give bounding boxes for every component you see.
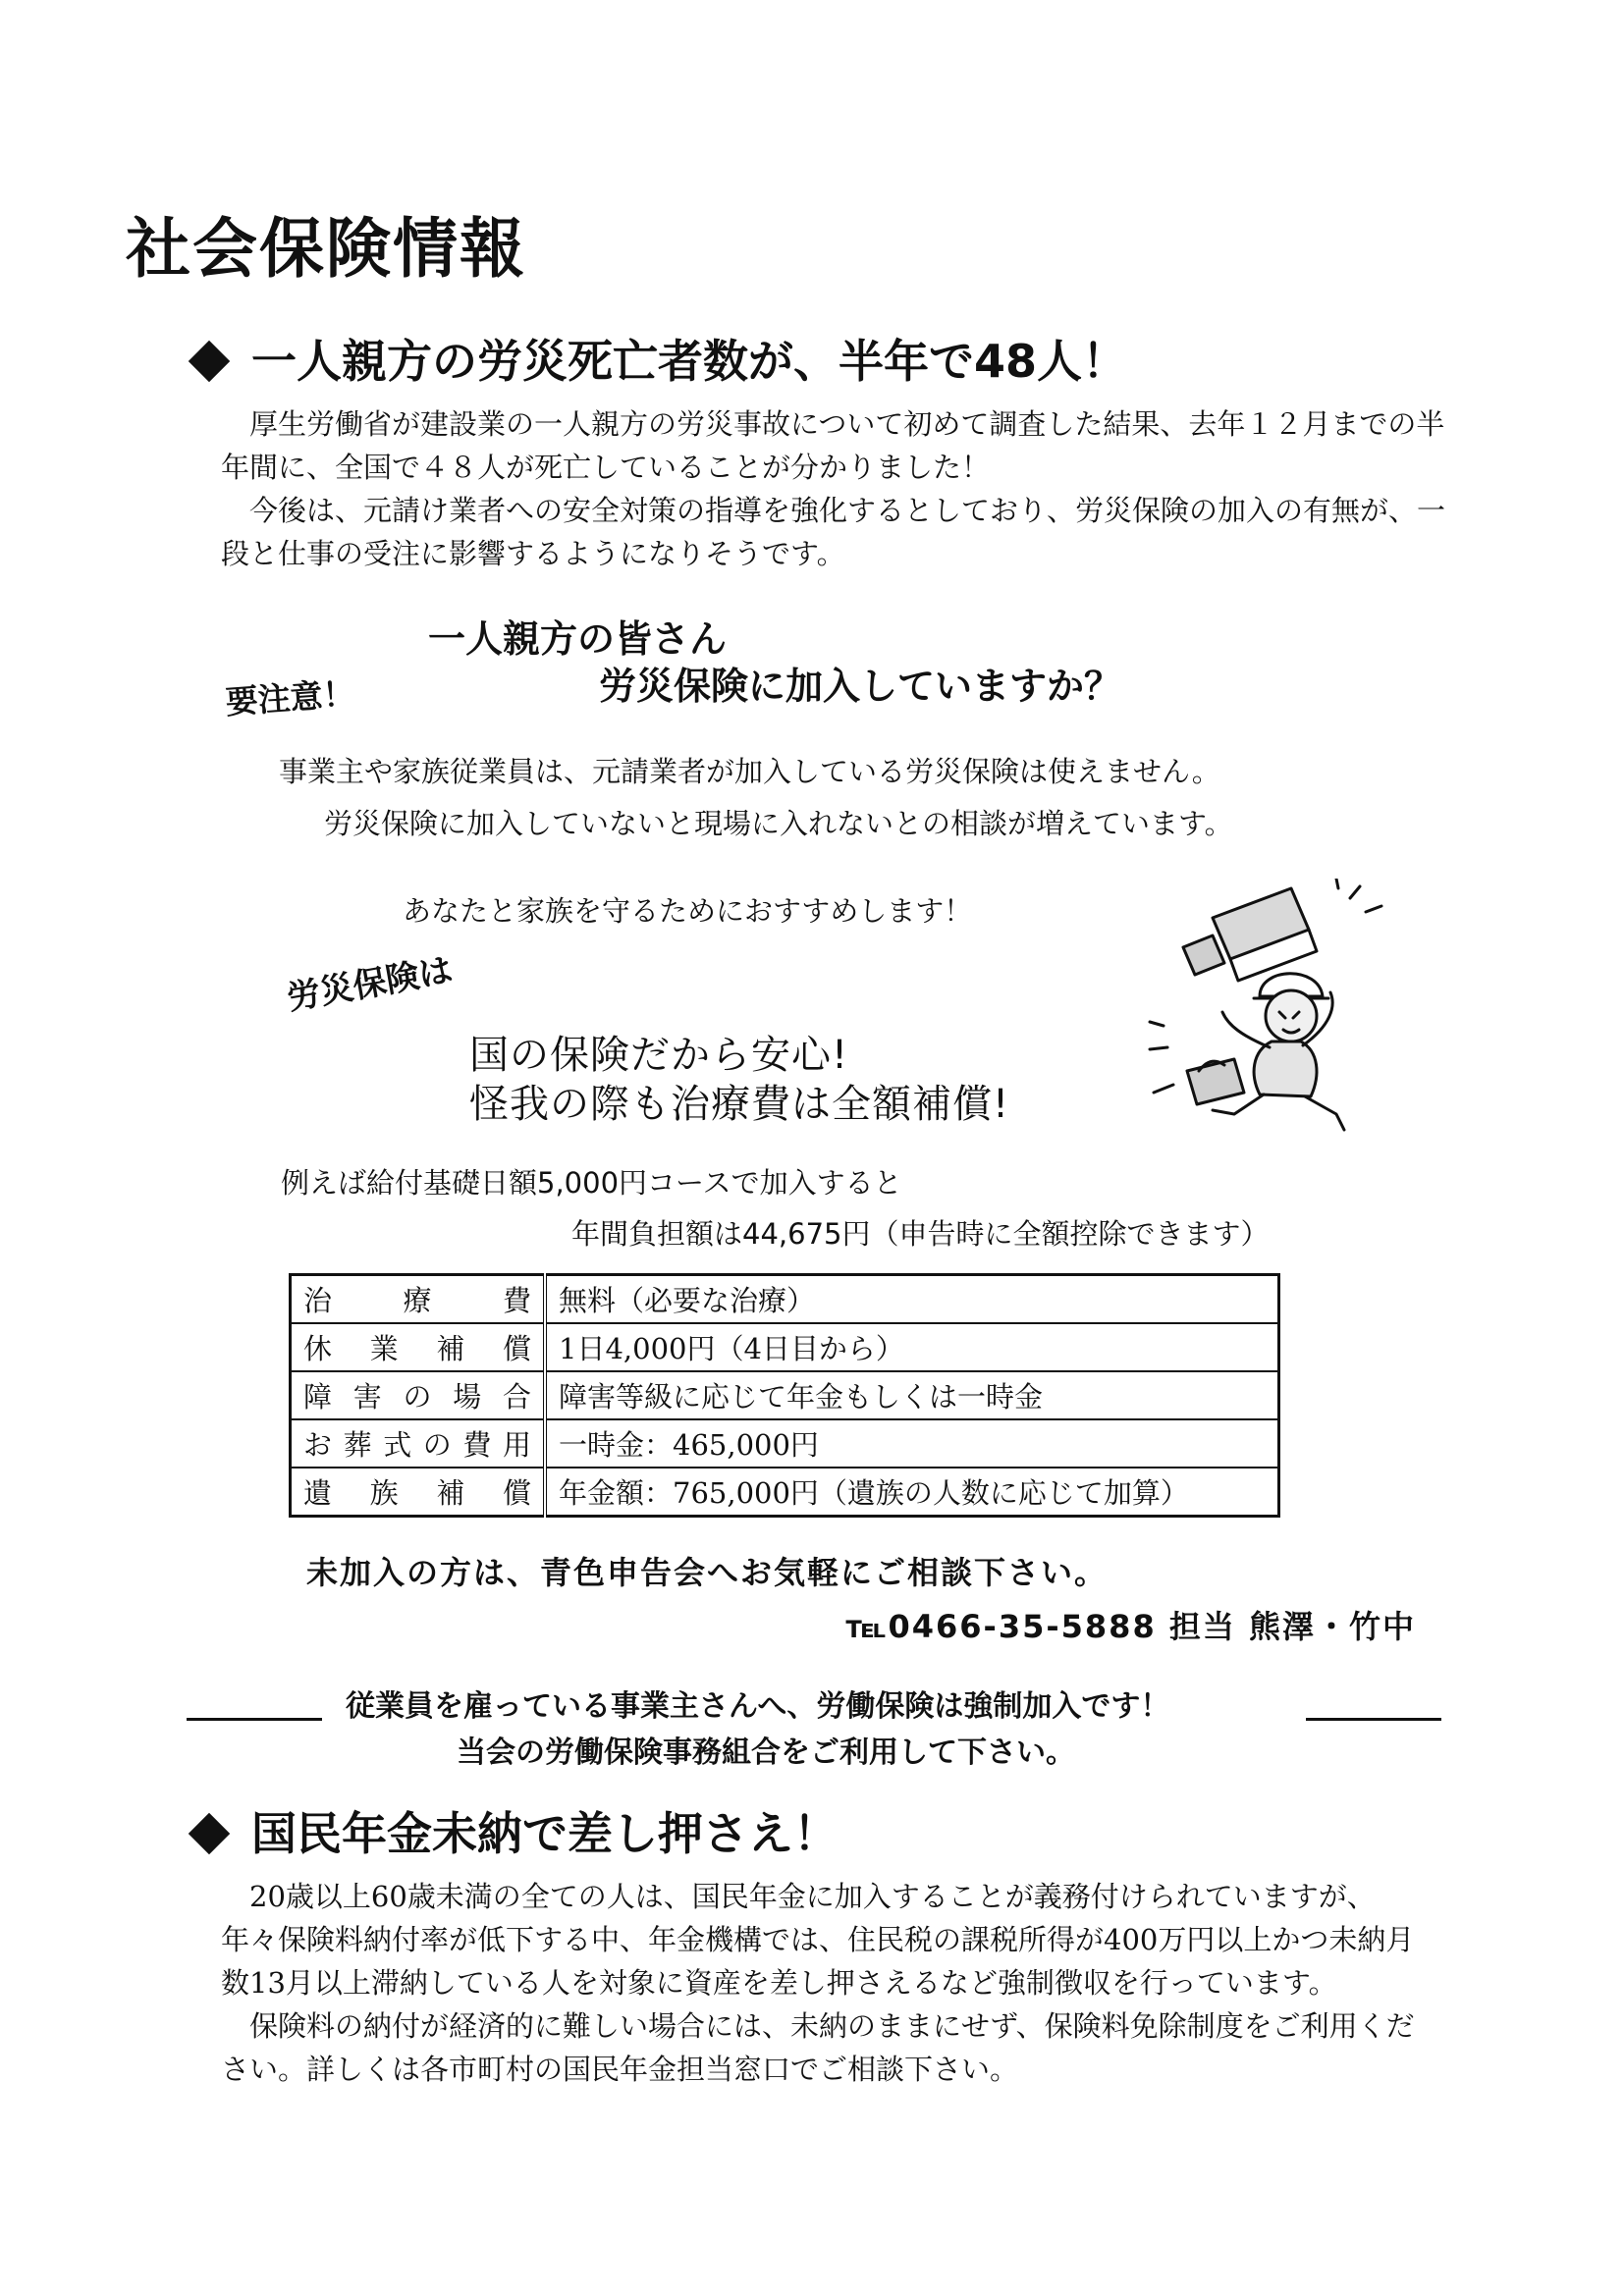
benefit-value: 1日4,000円（4日目から） [545, 1323, 1279, 1371]
table-row [291, 1468, 1279, 1517]
promo-line1: 国の保険だから安心! [469, 1033, 849, 1078]
section1-heading-text: 一人親方の労災死亡者数が、半年で48人！ [251, 335, 1128, 388]
promo-line2: 怪我の際も治療費は全額補償! [469, 1082, 1010, 1127]
section1-paragraph: 厚生労働省が建設業の一人親方の労災事故について初めて調査した結果、去年１２月までの半年間に、全国で４８人が死亡していることが分かりました！ [221, 407, 1445, 484]
example-line1: 例えば給付基礎日額5,000円コースで加入すると [281, 1166, 902, 1200]
section2-body [221, 1875, 1419, 2091]
notice-recommend: あなたと家族を守るためにおすすめします！ [403, 894, 973, 928]
diamond-bullet-icon [189, 340, 230, 381]
benefit-label: 休業補償 [291, 1323, 546, 1371]
table-row [291, 1419, 1279, 1468]
section2-heading [194, 1798, 839, 1863]
section2-paragraph: 20歳以上60歳未満の全ての人は、国民年金に加入することが義務付けられていますが、年々保険料納付率が低下する中、年金機構では、住民税の課税所得が400万円以上かつ未納月数13月以上滞納している人を対象に資産を差し押さえるなど強制徴収を行っています。 [221, 1880, 1415, 2000]
section1-body [221, 402, 1448, 575]
benefit-label: 治療費 [291, 1275, 546, 1324]
notice-info2: 労災保険に加入していないと現場に入れないとの相談が増えています。 [324, 807, 1233, 840]
benefit-label: 障害の場合 [291, 1371, 546, 1419]
banner-rule-right [1306, 1718, 1441, 1721]
benefit-value: 一時金：465,000円 [545, 1419, 1279, 1468]
section2-heading-text: 国民年金未納で差し押さえ！ [251, 1807, 839, 1860]
table-row [291, 1371, 1279, 1419]
benefits-table [289, 1273, 1280, 1518]
banner-line1: 従業員を雇っている事業主さんへ、労働保険は強制加入です！ [346, 1689, 1170, 1724]
notice-line2: 労災保険に加入していますか？ [599, 665, 1122, 708]
benefit-value: 無料（必要な治療） [545, 1275, 1279, 1324]
table-row [291, 1275, 1279, 1324]
benefit-value: 年金額：765,000円（遺族の人数に応じて加算） [545, 1468, 1279, 1517]
page-title: 社会保険情報 [126, 211, 526, 287]
diamond-bullet-icon [189, 1812, 230, 1853]
banner-line2: 当会の労働保険事務組合をご利用して下さい。 [457, 1735, 1075, 1770]
benefit-label: お葬式の費用 [291, 1419, 546, 1468]
section1-heading [194, 326, 1127, 391]
caution-label: 要注意！ [224, 673, 356, 721]
contact-phone: ℡0466-35-5888 担当 熊澤・竹中 [845, 1608, 1416, 1645]
section2-paragraph: 保険料の納付が経済的に難しい場合には、未納のままにせず、保険料免除制度をご利用ください。詳しくは各市町村の国民年金担当窓口でご相談下さい。 [221, 2009, 1415, 2086]
injured-worker-illustration [1144, 879, 1409, 1136]
benefit-value: 障害等級に応じて年金もしくは一時金 [545, 1371, 1279, 1419]
benefit-label: 遺族補償 [291, 1468, 546, 1517]
example-line2: 年間負担額は44,675円（申告時に全額控除できます） [571, 1217, 1270, 1251]
notice-info1: 事業主や家族従業員は、元請業者が加入している労災保険は使えません。 [279, 755, 1220, 788]
promo-label: 労災保険は [284, 950, 456, 1019]
banner-rule-left [187, 1718, 322, 1721]
unenrolled-notice: 未加入の方は、青色申告会へお気軽にご相談下さい。 [306, 1554, 1109, 1591]
table-row [291, 1323, 1279, 1371]
section1-paragraph: 今後は、元請け業者への安全対策の指導を強化するとしており、労災保険の加入の有無が、一段と仕事の受注に影響するようになりそうです。 [221, 494, 1446, 570]
notice-line1: 一人親方の皆さん [428, 617, 728, 661]
